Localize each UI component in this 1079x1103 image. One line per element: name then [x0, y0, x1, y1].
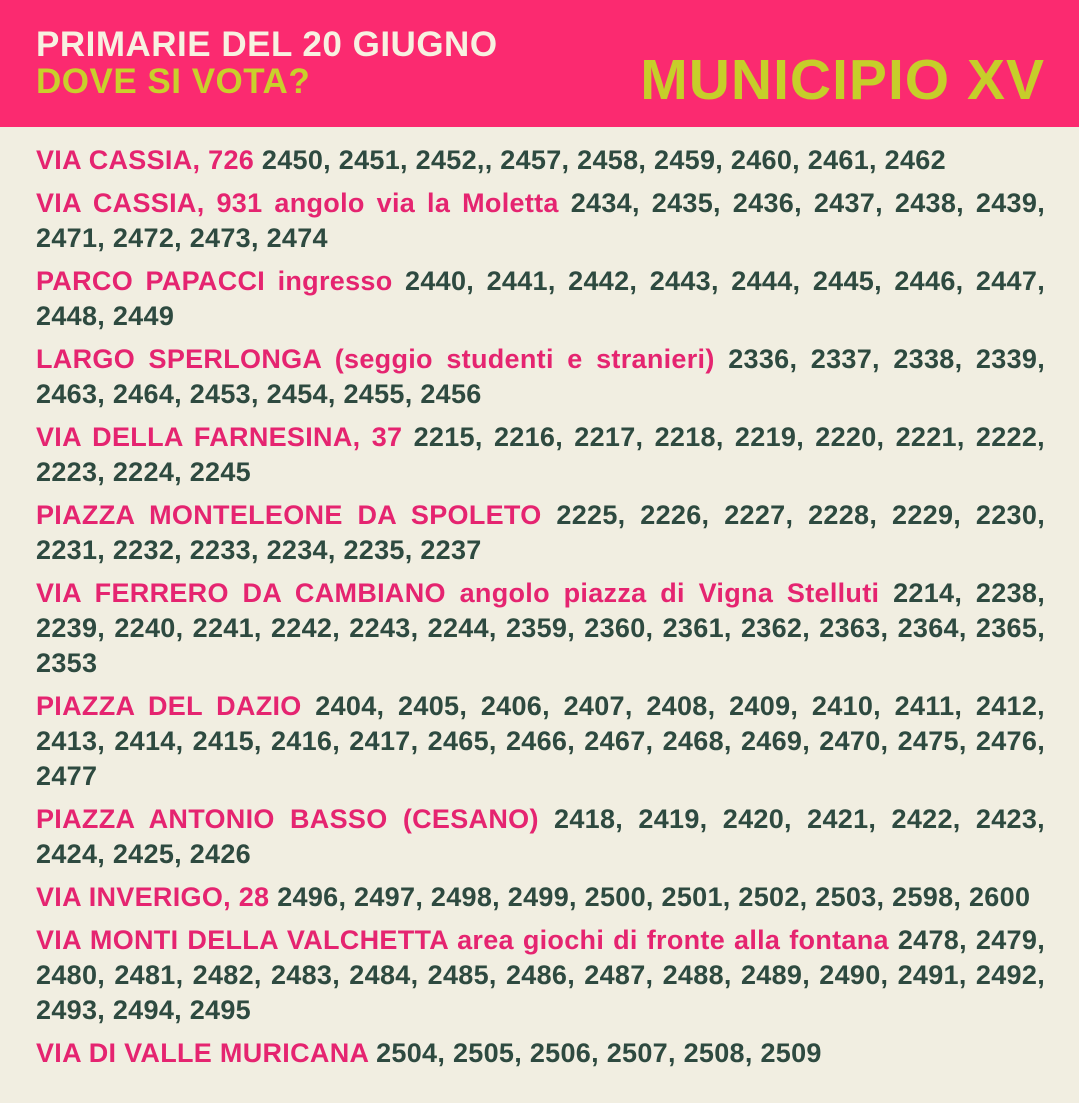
location-name: VIA DELLA FARNESINA, 37 — [36, 422, 403, 452]
location-name: VIA CASSIA, 931 angolo via la Moletta — [36, 188, 559, 218]
location-name: VIA DI VALLE MURICANA — [36, 1038, 369, 1068]
location-name: VIA INVERIGO, 28 — [36, 882, 270, 912]
polling-location-row — [36, 143, 1045, 178]
section-numbers: 2478, 2479, 2480, 2481, 2482, 2483, 2484, 2485, 2486, 2487, 2488, 2489, 2490, 2491, 2492, 2493, 2494, 2495 — [36, 925, 1045, 1025]
location-name: PIAZZA ANTONIO BASSO (CESANO) — [36, 804, 539, 834]
section-numbers: 2215, 2216, 2217, 2218, 2219, 2220, 2221, 2222, 2223, 2224, 2245 — [36, 422, 1045, 487]
section-numbers: 2450, 2451, 2452,, 2457, 2458, 2459, 2460, 2461, 2462 — [261, 145, 946, 175]
location-name: PIAZZA MONTELEONE DA SPOLETO — [36, 500, 542, 530]
polling-location-row — [36, 420, 1045, 490]
section-numbers: 2496, 2497, 2498, 2499, 2500, 2501, 2502, 2503, 2598, 2600 — [277, 882, 1031, 912]
polling-location-row — [36, 498, 1045, 568]
location-name: PIAZZA DEL DAZIO — [36, 691, 302, 721]
location-name: VIA CASSIA, 726 — [36, 145, 255, 175]
section-numbers: 2504, 2505, 2506, 2507, 2508, 2509 — [376, 1038, 822, 1068]
location-name: PARCO PAPACCI ingresso — [36, 266, 393, 296]
header-banner — [0, 0, 1079, 127]
polling-location-row — [36, 264, 1045, 334]
location-name: LARGO SPERLONGA (seggio studenti e stranieri) — [36, 344, 715, 374]
polling-location-row — [36, 689, 1045, 794]
section-numbers: 2418, 2419, 2420, 2421, 2422, 2423, 2424, 2425, 2426 — [36, 804, 1045, 869]
polling-location-row — [36, 342, 1045, 412]
polling-location-row — [36, 880, 1045, 915]
polling-location-row — [36, 576, 1045, 681]
polling-location-row — [36, 802, 1045, 872]
municipality-title: MUNICIPIO XV — [640, 48, 1045, 112]
polling-location-row — [36, 923, 1045, 1028]
polling-locations-list — [0, 127, 1079, 1071]
section-numbers: 2336, 2337, 2338, 2339, 2463, 2464, 2453, 2454, 2455, 2456 — [36, 344, 1046, 409]
section-numbers: 2404, 2405, 2406, 2407, 2408, 2409, 2410, 2411, 2412, 2413, 2414, 2415, 2416, 2417, 2465, 2466, 2467, 2468, 2469, 2470, 2475, 2476, 2477 — [36, 691, 1045, 791]
poster-subtitle: DOVE SI VOTA? — [36, 61, 311, 101]
poster-title: PRIMARIE DEL 20 GIUGNO — [36, 25, 498, 64]
section-numbers: 2440, 2441, 2442, 2443, 2444, 2445, 2446, 2447, 2448, 2449 — [36, 266, 1045, 331]
polling-location-row — [36, 1036, 1045, 1071]
section-numbers: 2434, 2435, 2436, 2437, 2438, 2439, 2471, 2472, 2473, 2474 — [36, 188, 1045, 253]
location-name: VIA FERRERO DA CAMBIANO angolo piazza di Vigna Stelluti — [36, 578, 880, 608]
section-numbers: 2225, 2226, 2227, 2228, 2229, 2230, 2231, 2232, 2233, 2234, 2235, 2237 — [36, 500, 1045, 565]
polling-location-row — [36, 186, 1045, 256]
location-name: VIA MONTI DELLA VALCHETTA area giochi di fronte alla fontana — [36, 925, 889, 955]
section-numbers: 2214, 2238, 2239, 2240, 2241, 2242, 2243, 2244, 2359, 2360, 2361, 2362, 2363, 2364, 2365, 2353 — [36, 578, 1045, 678]
header-titles — [36, 0, 498, 127]
